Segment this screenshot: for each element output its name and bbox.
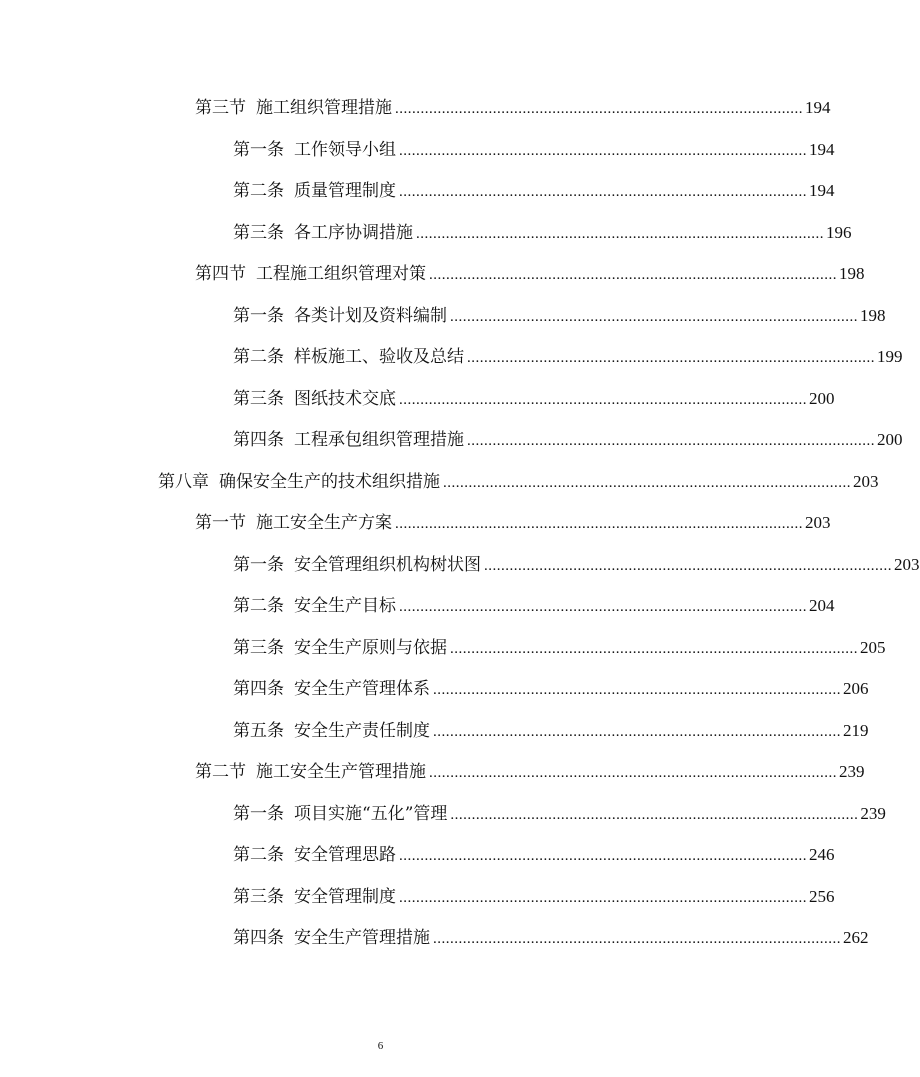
toc-entry[interactable] [233,345,903,369]
toc-entry[interactable] [233,719,869,743]
toc-entry-title: 安全生产原则与依据 [294,638,447,658]
toc-entry-number: 第三节 [195,98,246,118]
toc-entry-title: 工程施工组织管理对策 [256,264,426,284]
toc-leader-dots: ................................................................................................ [443,475,851,491]
toc-entry[interactable] [233,553,920,577]
toc-entry-title: 样板施工、验收及总结 [294,347,464,367]
toc-entry-page: 200 [809,389,835,408]
toc-entry-page: 194 [809,140,835,159]
toc-leader-dots: ................................................................................................ [429,267,837,283]
toc-entry[interactable] [233,926,869,950]
toc-leader-dots: ................................................................................................ [433,931,841,947]
toc-entry-number: 第二条 [233,181,284,201]
toc-entry-number: 第五条 [233,721,284,741]
toc-leader-dots: ................................................................................................ [395,516,803,532]
toc-entry-title: 工作领导小组 [294,140,396,160]
toc-entry-number: 第一条 [233,306,284,326]
toc-entry-page: 246 [809,845,835,864]
toc-entry-number: 第二节 [195,762,246,782]
toc-entry-number: 第一条 [233,140,284,160]
toc-leader-dots: ................................................................................................ [467,350,875,366]
toc-leader-dots: ................................................................................................ [399,599,807,615]
toc-entry-page: 196 [826,223,852,242]
toc-entry-page: 194 [805,98,831,117]
toc-entry-page: 199 [877,347,903,366]
toc-entry-title: 各类计划及资料编制 [294,306,447,326]
toc-entry-title: 确保安全生产的技术组织措施 [219,472,440,492]
toc-leader-dots: ................................................................................................ [416,226,824,242]
toc-entry-number: 第一条 [233,804,284,824]
toc-entry-title: 安全生产责任制度 [294,721,430,741]
toc-leader-dots: ................................................................................................ [467,433,875,449]
toc-leader-dots: ................................................................................................ [395,101,803,117]
toc-entry-number: 第三条 [233,638,284,658]
toc-entry[interactable] [233,843,835,867]
toc-entry-title: 各工序协调措施 [294,223,413,243]
toc-entry-title: 安全生产目标 [294,596,396,616]
toc-entry-number: 第三条 [233,223,284,243]
toc-entry-title: 质量管理制度 [294,181,396,201]
toc-entry[interactable] [195,262,865,286]
toc-leader-dots: ................................................................................................ [450,641,858,657]
toc-entry-page: 256 [809,887,835,906]
toc-entry-number: 第三条 [233,887,284,907]
toc-leader-dots: ................................................................................................ [399,143,807,159]
toc-entry-page: 262 [843,928,869,947]
toc-entry-page: 204 [809,596,835,615]
toc-entry[interactable] [233,594,835,618]
toc-leader-dots: ................................................................................................ [429,765,837,781]
toc-entry-title: 图纸技术交底 [294,389,396,409]
toc-entry-title: 施工安全生产方案 [256,513,392,533]
toc-entry[interactable] [233,636,886,660]
toc-entry[interactable] [233,885,835,909]
toc-entry[interactable] [233,304,886,328]
toc-entry-number: 第四条 [233,679,284,699]
toc-entry-title: 安全生产管理体系 [294,679,430,699]
toc-entry-number: 第四条 [233,928,284,948]
toc-entry-title: 施工安全生产管理措施 [256,762,426,782]
toc-entry-page: 198 [860,306,886,325]
toc-entry[interactable] [233,138,835,162]
toc-entry-number: 第三条 [233,389,284,409]
toc-leader-dots: ................................................................................................ [399,392,807,408]
toc-entry-page: 239 [860,804,886,823]
toc-entry-number: 第四条 [233,430,284,450]
toc-entry-number: 第二条 [233,347,284,367]
toc-leader-dots: ................................................................................................ [399,848,807,864]
toc-entry-page: 203 [853,472,879,491]
toc-entry-number: 第二条 [233,845,284,865]
toc-entry-page: 219 [843,721,869,740]
toc-entry-number: 第二条 [233,596,284,616]
toc-entry-number: 第八章 [158,472,209,492]
toc-entry-page: 203 [805,513,831,532]
toc-entry[interactable] [233,179,835,203]
toc-entry-title: 安全管理思路 [294,845,396,865]
toc-entry[interactable] [233,428,903,452]
toc-leader-dots: ................................................................................................ [399,890,807,906]
toc-leader-dots: ................................................................................................ [484,558,892,574]
toc-entry-title: 安全生产管理措施 [294,928,430,948]
toc-entry-page: 198 [839,264,865,283]
toc-entry-page: 200 [877,430,903,449]
toc-entry-number: 第四节 [195,264,246,284]
toc-leader-dots: ................................................................................................ [433,682,841,698]
toc-leader-dots: ................................................................................................ [450,309,858,325]
toc-entry-number: 第一条 [233,555,284,575]
toc-entry[interactable] [195,96,831,120]
toc-entry-title: 安全管理制度 [294,887,396,907]
toc-entry-page: 239 [839,762,865,781]
toc-entry[interactable] [233,677,869,701]
toc-entry-page: 203 [894,555,920,574]
toc-entry-title: 施工组织管理措施 [256,98,392,118]
page-number: 6 [377,1040,384,1052]
toc-entry-title: 安全管理组织机构树状图 [294,555,481,575]
toc-entry-title: 工程承包组织管理措施 [294,430,464,450]
toc-leader-dots: ................................................................................................ [399,184,807,200]
toc-entry[interactable] [195,511,831,535]
toc-entry[interactable] [158,470,879,494]
toc-entry-page: 205 [860,638,886,657]
toc-entry-number: 第一节 [195,513,246,533]
toc-entry[interactable] [195,760,865,784]
toc-leader-dots: ................................................................................................ [450,807,859,823]
toc-entry[interactable] [233,387,835,411]
toc-entry[interactable] [233,221,852,245]
toc-leader-dots: ................................................................................................ [433,724,841,740]
toc-entry-page: 194 [809,181,835,200]
toc-entry-page: 206 [843,679,869,698]
toc-entry-title: 项目实施“五化”管理 [294,804,448,824]
toc-entry[interactable] [233,802,886,826]
